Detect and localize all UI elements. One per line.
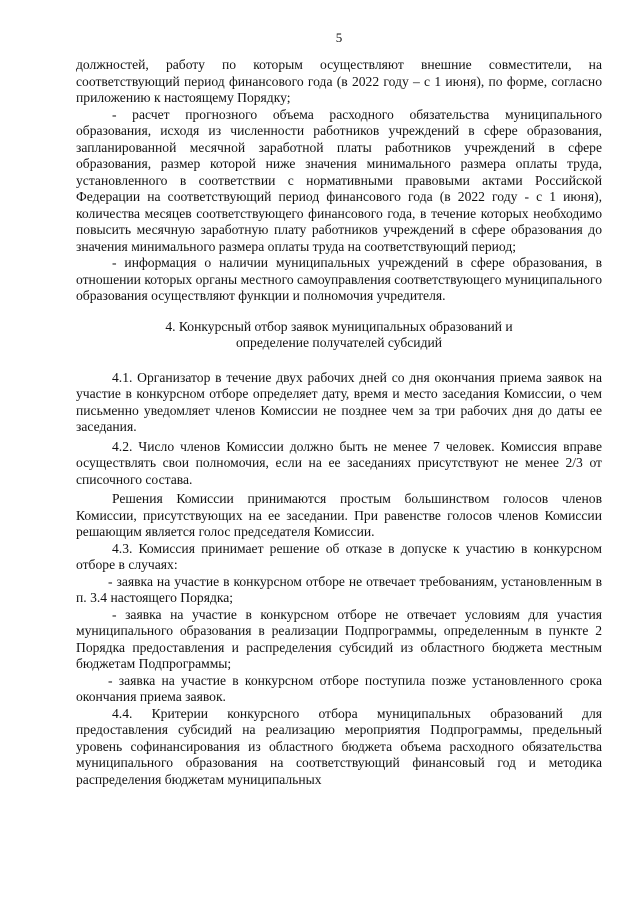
paragraph-list-item: - заявка на участие в конкурсном отборе поступила позже установленного срока окончания приема заявок. — [76, 672, 602, 704]
document-body — [76, 57, 602, 788]
paragraph-list-item: - заявка на участие в конкурсном отборе не отвечает требованиям, установленным в п. 3.4 настоящего Порядка; — [76, 573, 602, 605]
paragraph-decisions: Решения Комиссии принимаются простым большинством голосов членов Комиссии, присутствующих на ее заседании. При равенстве голосов членов Комиссии решающим является голос председателя Комиссии. — [76, 491, 602, 539]
paragraph-list-item: - расчет прогнозного объема расходного обязательства муниципального образования, исходя из численности работников учреждений в сфере образования, запланированной месячной заработной платы работников учреждений в сфере образования, размер которой ниже значения минимального размера оплаты труда, установленного в соответствии с нормативными правовыми актами Российской Федерации на соответствующий период финансового года (в 2022 году - с 1 июня), количества месяцев соответствующего финансового года, в течение которых необходимо повысить месячную заработную плату работников учреждений в сфере образования до значения минимального размера оплаты труда на соответствующий период; — [76, 106, 602, 254]
paragraph-4-3: 4.3. Комиссия принимает решение об отказе в допуске к участию в конкурсном отборе в случаях: — [76, 540, 602, 572]
paragraph-list-item: - заявка на участие в конкурсном отборе не отвечает условиям для участия муниципального образования в реализации Подпрограммы, определенным в пункте 2 Порядка предоставления и распределения субсидий из областного бюджета местным бюджетам Подпрограммы; — [76, 606, 602, 671]
paragraph-list-item: - информация о наличии муниципальных учреждений в сфере образования, в отношении которых органы местного самоуправления соответствующего муниципального образования осуществляют функции и полномочия учредителя. — [76, 255, 602, 303]
paragraph: должностей, работу по которым осуществляют внешние совместители, на соответствующий период финансового года (в 2022 году – с 1 июня), по форме, согласно приложению к настоящему Порядку; — [76, 57, 602, 105]
paragraph-4-4: 4.4. Критерии конкурсного отбора муниципальных образований для предоставления субсидий на реализацию мероприятия Подпрограммы, предельный уровень софинансирования из областного бюджета объема расходного обязательства муниципального образования на соответствующий финансовый год и методика распределения бюджетам муниципальных — [76, 705, 602, 787]
paragraph-4-2: 4.2. Число членов Комиссии должно быть не менее 7 человек. Комиссия вправе осуществлять свои полномочия, если на ее заседаниях присутствуют не менее 2/3 от списочного состава. — [76, 438, 602, 487]
document-page — [76, 0, 602, 905]
section-heading-line-2: определение получателей субсидий — [235, 335, 443, 350]
paragraph-4-1: 4.1. Организатор в течение двух рабочих дней со дня окончания приема заявок на участие в конкурсном отборе определяет дату, время и место заседания Комиссии, о чем письменно уведомляет членов Комиссии не позднее чем за три рабочих дня до даты ее заседания. — [76, 369, 602, 434]
section-heading-line-1: 4. Конкурсный отбор заявок муниципальных образований и — [165, 318, 513, 334]
section-heading — [76, 319, 602, 352]
page-number: 5 — [335, 30, 343, 45]
